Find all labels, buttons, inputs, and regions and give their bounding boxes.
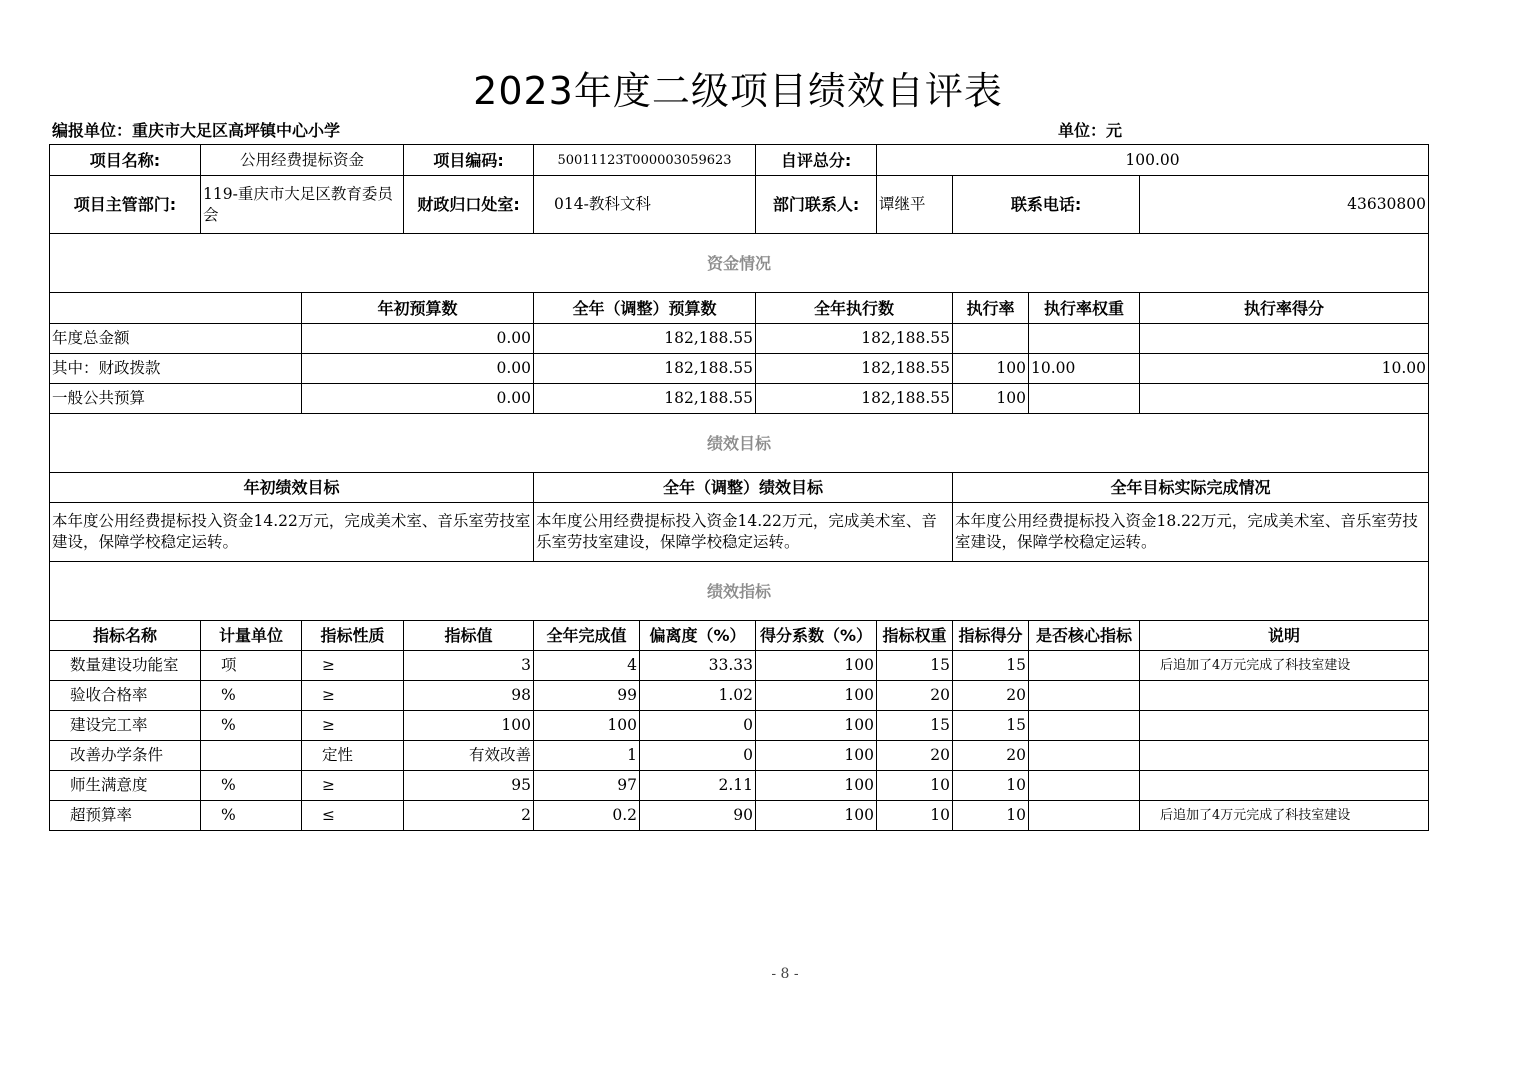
indicator-target: 98 <box>404 681 534 711</box>
contact-label: 部门联系人: <box>756 176 877 234</box>
indicator-unit: % <box>201 801 302 831</box>
dept-value: 119-重庆市大足区教育委员会 <box>201 176 404 234</box>
goals-header-row <box>50 473 1429 503</box>
indicator-note <box>1140 711 1429 741</box>
indicator-actual: 4 <box>534 651 640 681</box>
indicators-body <box>50 651 1429 831</box>
ind-header-nature: 指标性质 <box>302 621 404 651</box>
indicator-coef: 100 <box>756 681 877 711</box>
ind-header-target: 指标值 <box>404 621 534 651</box>
indicator-weight: 20 <box>877 741 953 771</box>
indicator-target: 95 <box>404 771 534 801</box>
indicator-core <box>1029 801 1140 831</box>
goals-actual-text: 本年度公用经费提标投入资金18.22万元，完成美术室、音乐室劳技室建设，保障学校稳定运转。 <box>953 503 1429 562</box>
funds-row-initial: 0.00 <box>302 324 534 354</box>
indicator-row <box>50 771 1429 801</box>
funds-row-executed: 182,188.55 <box>756 324 953 354</box>
funds-header-executed: 全年执行数 <box>756 293 953 324</box>
page-title: 2023年度二级项目绩效自评表 <box>473 69 1003 113</box>
indicator-core <box>1029 741 1140 771</box>
funds-row <box>50 324 1429 354</box>
funds-row-executed: 182,188.55 <box>756 354 953 384</box>
indicator-unit <box>201 741 302 771</box>
goals-section-row <box>50 414 1429 473</box>
indicator-target: 2 <box>404 801 534 831</box>
indicator-note <box>1140 681 1429 711</box>
goals-initial-text: 本年度公用经费提标投入资金14.22万元，完成美术室、音乐室劳技室建设，保障学校稳定运转。 <box>50 503 534 562</box>
dept-label: 项目主管部门: <box>50 176 201 234</box>
indicator-deviation: 0 <box>640 711 756 741</box>
indicator-deviation: 33.33 <box>640 651 756 681</box>
score-label: 自评总分: <box>756 145 877 176</box>
indicator-target: 3 <box>404 651 534 681</box>
funds-row-score <box>1140 324 1429 354</box>
funds-row-rate: 100 <box>953 354 1029 384</box>
ind-header-core: 是否核心指标 <box>1029 621 1140 651</box>
indicator-note <box>1140 771 1429 801</box>
phone-label: 联系电话: <box>953 176 1140 234</box>
indicator-name: 师生满意度 <box>50 771 201 801</box>
indicators-header-row <box>50 621 1429 651</box>
indicator-coef: 100 <box>756 651 877 681</box>
indicator-unit: % <box>201 771 302 801</box>
indicator-name: 验收合格率 <box>50 681 201 711</box>
funds-row <box>50 384 1429 414</box>
indicator-coef: 100 <box>756 771 877 801</box>
indicator-actual: 0.2 <box>534 801 640 831</box>
funds-row-executed: 182,188.55 <box>756 384 953 414</box>
indicator-coef: 100 <box>756 711 877 741</box>
goals-header-actual: 全年目标实际完成情况 <box>953 473 1429 503</box>
funds-row-rate: 100 <box>953 384 1029 414</box>
currency-unit: 单位：元 <box>1058 121 1123 140</box>
indicator-coef: 100 <box>756 801 877 831</box>
ind-header-coef: 得分系数（%） <box>756 621 877 651</box>
ind-header-note: 说明 <box>1140 621 1429 651</box>
indicator-score: 10 <box>953 771 1029 801</box>
indicator-nature: ≥ <box>302 771 404 801</box>
indicator-deviation: 1.02 <box>640 681 756 711</box>
indicator-target: 有效改善 <box>404 741 534 771</box>
indicator-name: 超预算率 <box>50 801 201 831</box>
ind-header-deviation: 偏离度（%） <box>640 621 756 651</box>
funds-row <box>50 354 1429 384</box>
goals-header-initial: 年初绩效目标 <box>50 473 534 503</box>
funds-row-weight <box>1029 384 1140 414</box>
indicator-note: 后追加了4万元完成了科技室建设 <box>1140 651 1429 681</box>
indicator-note: 后追加了4万元完成了科技室建设 <box>1140 801 1429 831</box>
indicators-section-row <box>50 562 1429 621</box>
indicator-score: 20 <box>953 741 1029 771</box>
evaluation-table <box>49 144 1429 831</box>
funds-row-adjusted: 182,188.55 <box>534 384 756 414</box>
finance-value: 014-教科文科 <box>534 176 756 234</box>
indicator-weight: 10 <box>877 771 953 801</box>
indicator-actual: 99 <box>534 681 640 711</box>
funds-row-score: 10.00 <box>1140 354 1429 384</box>
funds-row-adjusted: 182,188.55 <box>534 324 756 354</box>
project-code-label: 项目编码: <box>404 145 534 176</box>
funds-row-name: 其中：财政拨款 <box>50 354 302 384</box>
finance-label: 财政归口处室: <box>404 176 534 234</box>
phone-value: 43630800 <box>1140 176 1429 234</box>
indicator-score: 10 <box>953 801 1029 831</box>
indicator-weight: 15 <box>877 711 953 741</box>
indicator-row <box>50 651 1429 681</box>
contact-value: 谭继平 <box>877 176 953 234</box>
reporting-org: 编报单位：重庆市大足区高坪镇中心小学 <box>52 121 341 140</box>
indicator-deviation: 90 <box>640 801 756 831</box>
ind-header-actual: 全年完成值 <box>534 621 640 651</box>
ind-header-name: 指标名称 <box>50 621 201 651</box>
funds-section-title: 资金情况 <box>50 234 1429 293</box>
funds-row-score <box>1140 384 1429 414</box>
funds-header-blank <box>50 293 302 324</box>
funds-row-name: 年度总金额 <box>50 324 302 354</box>
indicator-weight: 10 <box>877 801 953 831</box>
goals-section-title: 绩效目标 <box>50 414 1429 473</box>
indicator-coef: 100 <box>756 741 877 771</box>
indicator-score: 15 <box>953 651 1029 681</box>
indicator-unit: % <box>201 711 302 741</box>
report-header <box>52 118 1428 140</box>
indicator-nature: ≥ <box>302 651 404 681</box>
indicator-score: 15 <box>953 711 1029 741</box>
indicator-actual: 97 <box>534 771 640 801</box>
indicator-weight: 15 <box>877 651 953 681</box>
page-number: - 8 - <box>771 966 799 982</box>
indicator-core <box>1029 681 1140 711</box>
indicator-name: 数量建设功能室 <box>50 651 201 681</box>
indicator-row <box>50 681 1429 711</box>
goals-content-row <box>50 503 1429 562</box>
indicator-core <box>1029 711 1140 741</box>
indicator-target: 100 <box>404 711 534 741</box>
funds-header-score: 执行率得分 <box>1140 293 1429 324</box>
project-code-value: 50011123T000003059623 <box>534 145 756 176</box>
ind-header-weight: 指标权重 <box>877 621 953 651</box>
indicator-score: 20 <box>953 681 1029 711</box>
funds-row-initial: 0.00 <box>302 384 534 414</box>
indicator-row <box>50 711 1429 741</box>
funds-row-adjusted: 182,188.55 <box>534 354 756 384</box>
indicator-core <box>1029 771 1140 801</box>
funds-header-row <box>50 293 1429 324</box>
funds-header-adjusted: 全年（调整）预算数 <box>534 293 756 324</box>
indicator-core <box>1029 651 1140 681</box>
funds-row-rate <box>953 324 1029 354</box>
indicator-row <box>50 801 1429 831</box>
funds-row-weight <box>1029 324 1140 354</box>
indicator-deviation: 0 <box>640 741 756 771</box>
funds-header-rate: 执行率 <box>953 293 1029 324</box>
indicator-name: 改善办学条件 <box>50 741 201 771</box>
funds-header-weight: 执行率权重 <box>1029 293 1140 324</box>
indicator-nature: 定性 <box>302 741 404 771</box>
project-name-value: 公用经费提标资金 <box>201 145 404 176</box>
indicator-name: 建设完工率 <box>50 711 201 741</box>
info-row-1 <box>50 145 1429 176</box>
goals-header-adjusted: 全年（调整）绩效目标 <box>534 473 953 503</box>
indicator-nature: ≤ <box>302 801 404 831</box>
indicator-actual: 100 <box>534 711 640 741</box>
ind-header-unit: 计量单位 <box>201 621 302 651</box>
info-row-2 <box>50 176 1429 234</box>
indicator-actual: 1 <box>534 741 640 771</box>
indicator-note <box>1140 741 1429 771</box>
funds-section-row <box>50 234 1429 293</box>
indicator-deviation: 2.11 <box>640 771 756 801</box>
goals-adjusted-text: 本年度公用经费提标投入资金14.22万元，完成美术室、音乐室劳技室建设，保障学校稳定运转。 <box>534 503 953 562</box>
indicator-nature: ≥ <box>302 681 404 711</box>
ind-header-score: 指标得分 <box>953 621 1029 651</box>
score-value: 100.00 <box>877 145 1429 176</box>
funds-row-initial: 0.00 <box>302 354 534 384</box>
indicator-weight: 20 <box>877 681 953 711</box>
indicator-unit: 项 <box>201 651 302 681</box>
funds-header-initial: 年初预算数 <box>302 293 534 324</box>
funds-row-name: 一般公共预算 <box>50 384 302 414</box>
indicator-nature: ≥ <box>302 711 404 741</box>
indicators-section-title: 绩效指标 <box>50 562 1429 621</box>
project-name-label: 项目名称: <box>50 145 201 176</box>
indicator-unit: % <box>201 681 302 711</box>
indicator-row <box>50 741 1429 771</box>
funds-row-weight: 10.00 <box>1029 354 1140 384</box>
